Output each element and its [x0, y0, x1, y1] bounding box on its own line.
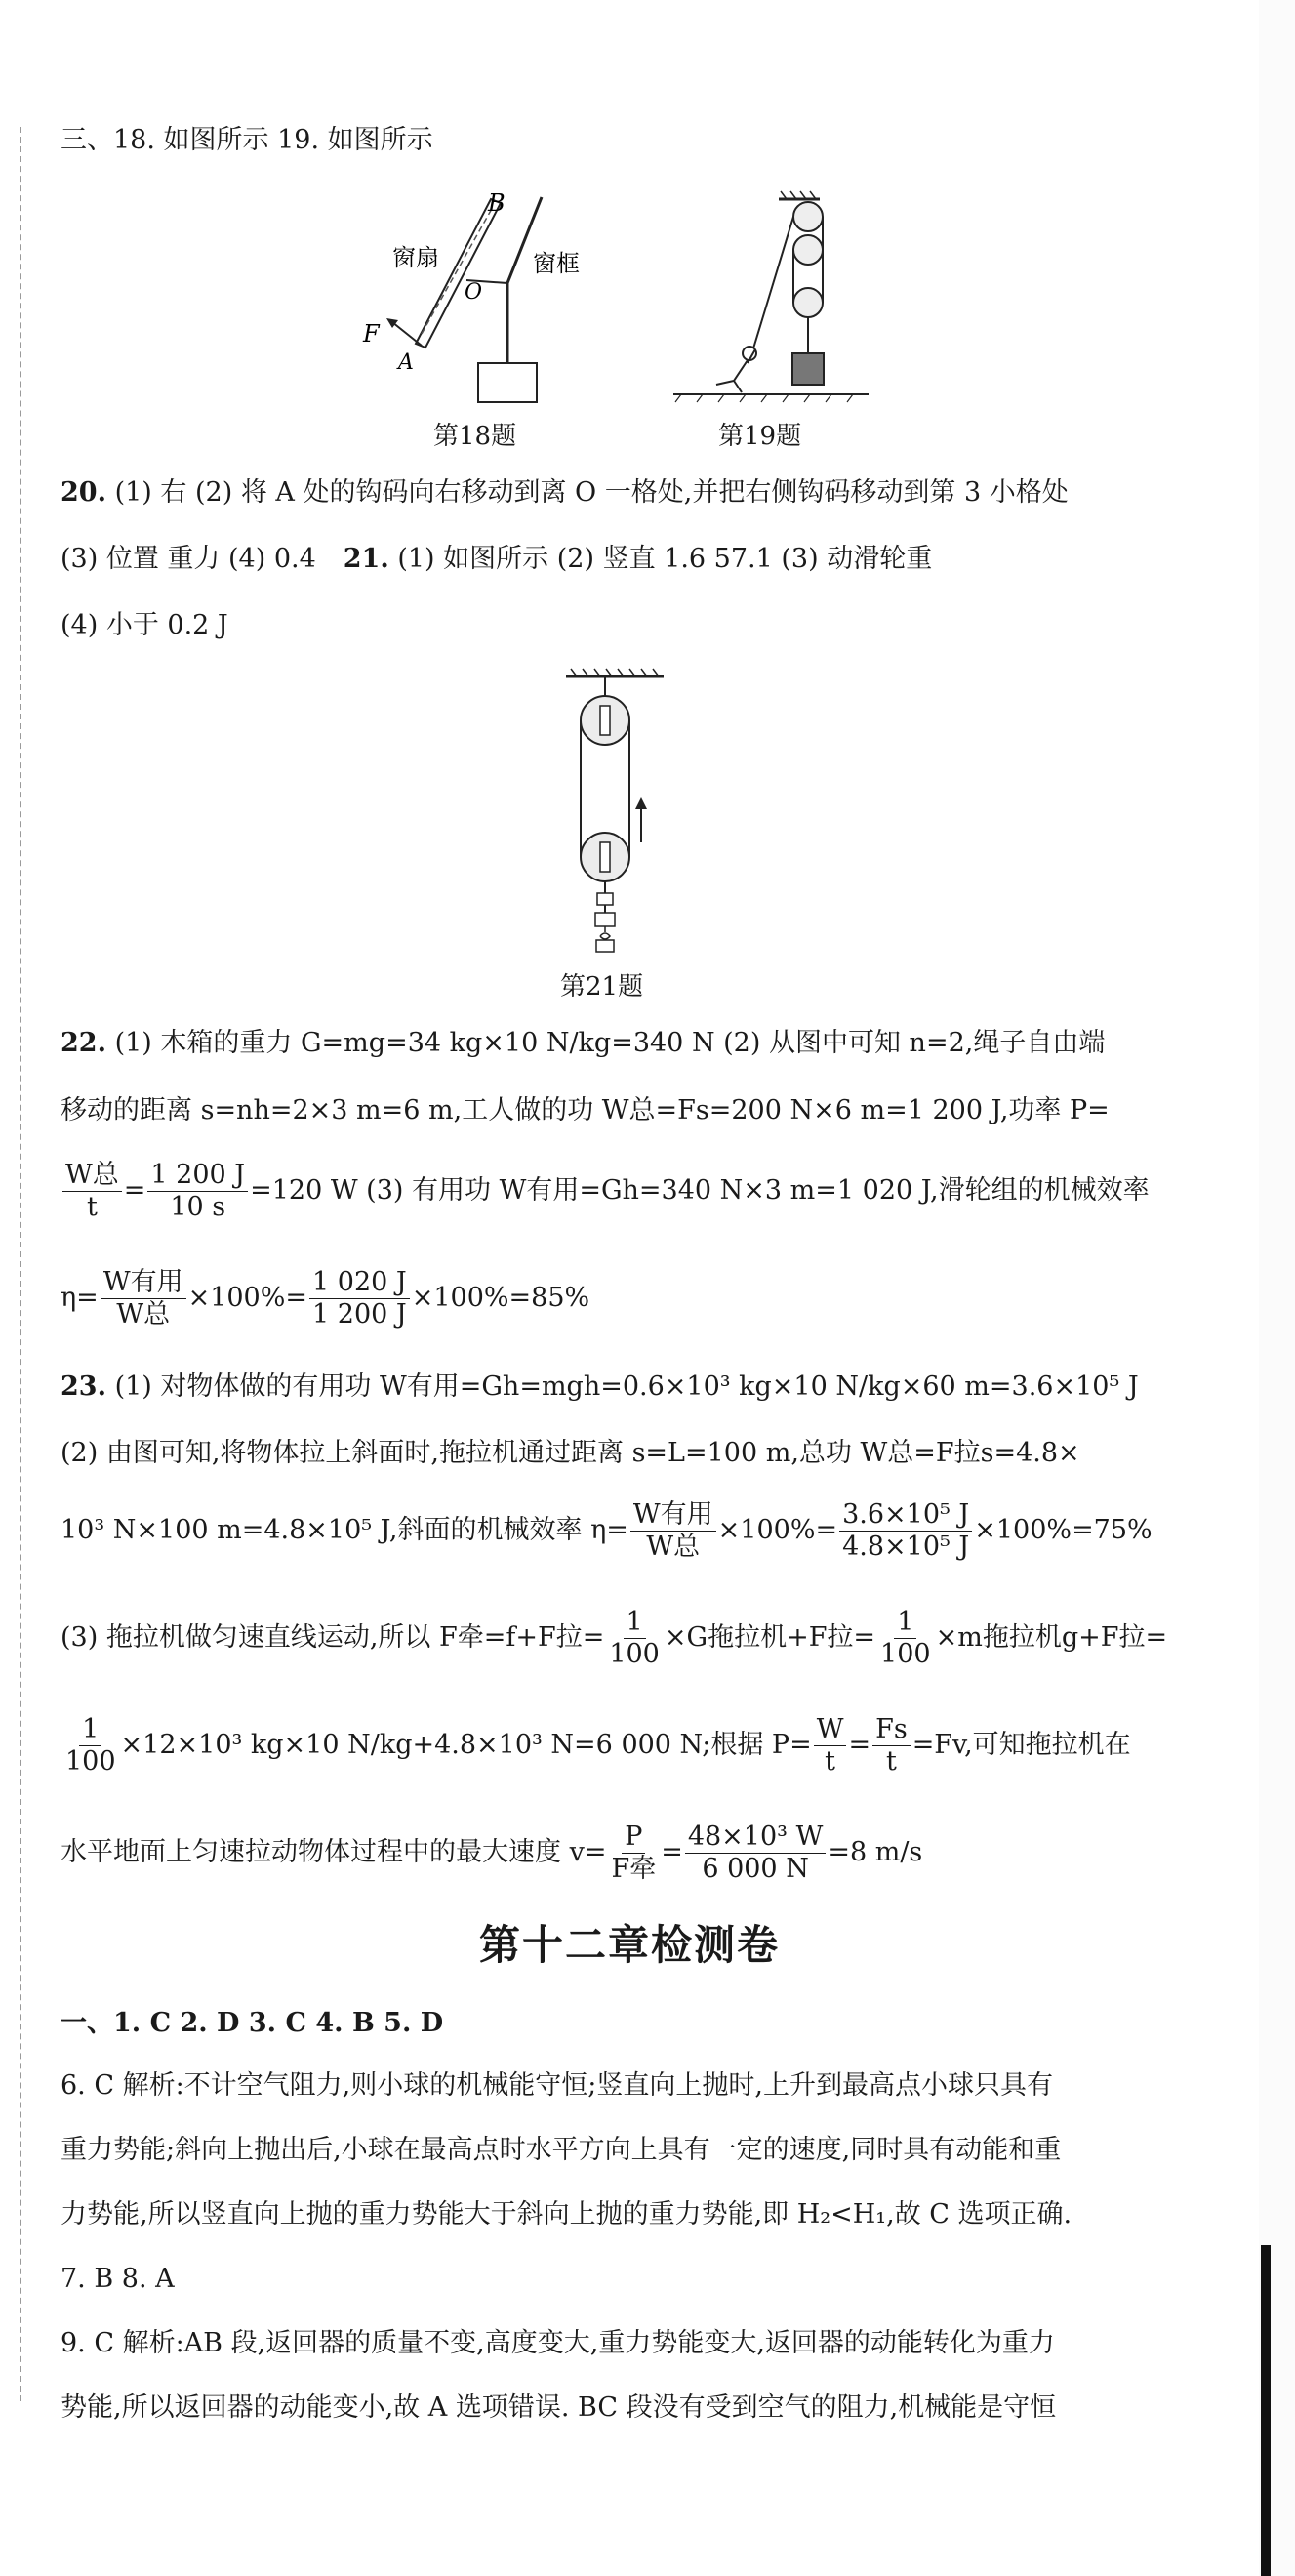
fig18-label-F: F — [363, 320, 380, 348]
q20-line2 — [61, 543, 932, 576]
q23-frac-eta: $\frac{\text{W有用}}{\text{W总}}$ — [630, 1499, 716, 1563]
part1-line1: 一、1. C 2. D 3. C 4. B 5. D — [61, 2008, 444, 2038]
fig18-sash — [416, 199, 501, 348]
fig19-top-pulley — [793, 202, 823, 231]
q23-line3: 10³ N×100 m=4.8×10⁵ J,斜面的机械效率 η= $\frac{\text{W有用}}{\text{W总}}$ ×100%= $\frac{\text{3.6×10⁵ J}}{\text{4.8×10⁵ J}}$ ×100%=75% — [61, 1499, 1153, 1562]
q22-frac-eta-values: $\frac{1 020 J}{1 200 J}$ — [309, 1267, 410, 1330]
q22-text1: (1) 木箱的重力 G=mg=34 kg×10 N/kg=340 N (2) 从图中可知 n=2,绳子自由端 — [114, 1028, 1106, 1058]
figure-18-window — [351, 187, 595, 441]
q21-line3: (4) 小于 0.2 J — [61, 610, 228, 640]
q7-8-line: 7. B 8. A — [61, 2264, 175, 2294]
figure-21-caption: 第21题 — [560, 972, 644, 1002]
fig18-label-sash: 窗扇 — [392, 244, 439, 271]
q23-frac-v-values: $\frac{\text{48×10³ W}}{6 000 N}$ — [685, 1821, 827, 1885]
fig21-weight-2 — [596, 940, 614, 952]
q20-text2a: (3) 位置 重力 (4) 0.4 — [61, 544, 316, 574]
q22-line3: $\frac{\text{W总}}{t}$ = $\frac{1 200 J}{10 s}$ =120 W (3) 有用功 W有用=Gh=340 N×3 m=1 020 J,滑轮组的机械效率 — [61, 1160, 1150, 1223]
chapter-title: 第十二章检测卷 — [478, 1921, 780, 1969]
fig18-base-block — [478, 363, 537, 402]
section3-header: 三、18. 如图所示 19. 如图所示 — [61, 125, 433, 155]
q6-line2: 重力势能;斜向上抛出后,小球在最高点时水平方向上具有一定的速度,同时具有动能和重 — [61, 2135, 1062, 2165]
q20-line1 — [61, 476, 1069, 510]
q22-frac-power: $\frac{\text{W总}}{t}$ — [62, 1160, 122, 1223]
q23-frac-1-100-a: $\frac{1}{100}$ — [609, 1607, 660, 1669]
q20-text1: (1) 右 (2) 将 A 处的钩码向右移动到离 O 一格处,并把右侧钩码移动到第 3 小格处 — [114, 477, 1069, 508]
scan-edge-bar — [1261, 2245, 1271, 2576]
q23-frac-w-t: $\frac{W}{t}$ — [814, 1714, 847, 1778]
q23-line1 — [61, 1370, 1139, 1404]
q23-line4: (3) 拖拉机做匀速直线运动,所以 F牵=f+F拉= $\frac{1}{100}$ ×G拖拉机+F拉= $\frac{1}{100}$ ×m拖拉机g+F拉= — [61, 1607, 1168, 1669]
margin-dashed-line — [20, 127, 21, 2401]
fig21-hook-block — [597, 893, 613, 905]
q22-num: 22. — [61, 1028, 106, 1058]
fig19-rope-1 — [753, 217, 793, 348]
figure-18-caption: 第18题 — [433, 422, 517, 451]
q21-text: (1) 如图所示 (2) 竖直 1.6 57.1 (3) 动滑轮重 — [397, 544, 933, 574]
q9-line1: 9. C 解析:AB 段,返回器的质量不变,高度变大,重力势能变大,返回器的动能转化为重力 — [61, 2328, 1055, 2358]
q20-num: 20. — [61, 477, 106, 508]
q22-line2: 移动的距离 s=nh=2×3 m=6 m,工人做的功 W总=Fs=200 N×6 m=1 200 J,功率 P= — [61, 1095, 1110, 1125]
fig18-label-A: A — [398, 350, 414, 375]
q23-num: 23. — [61, 1371, 106, 1402]
fig18-label-frame: 窗框 — [533, 250, 580, 277]
q23-frac-1-100-b: $\frac{1}{100}$ — [880, 1607, 931, 1669]
fig18-label-O: O — [465, 280, 483, 305]
figure-21-pulley — [561, 667, 668, 960]
q22-line1 — [61, 1027, 1105, 1060]
fig19-load — [792, 353, 824, 385]
fig21-arrowhead — [635, 797, 647, 809]
q22-frac-values: $\frac{1 200 J}{10 s}$ — [147, 1160, 248, 1223]
q23-line6: 水平地面上匀速拉动物体过程中的最大速度 v= $\frac{P}{\text{F牵}}$ = $\frac{\text{48×10³ W}}{6 000 N}$ =8 m/s — [61, 1821, 923, 1884]
q23-frac-fs-t: $\frac{Fs}{t}$ — [872, 1714, 911, 1778]
q23-frac-1-100-c: $\frac{1}{100}$ — [65, 1714, 116, 1777]
q23-text1: (1) 对物体做的有用功 W有用=Gh=mgh=0.6×10³ kg×10 N/kg×60 m=3.6×10⁵ J — [114, 1371, 1139, 1402]
figure-19-pulley — [673, 187, 869, 412]
figure-19-caption: 第19题 — [718, 422, 802, 451]
q6-line3: 力势能,所以竖直向上抛的重力势能大于斜向上抛的重力势能,即 H₂<H₁,故 C 选项正确. — [61, 2199, 1072, 2229]
fig18-label-B: B — [488, 189, 506, 217]
q22-frac-eta: $\frac{\text{W有用}}{\text{W总}}$ — [101, 1267, 186, 1330]
q21-num: 21. — [343, 544, 389, 574]
fig21-weight — [595, 913, 615, 926]
fig19-mid-pulley — [793, 235, 823, 265]
q23-frac-p-f: $\frac{P}{\text{F牵}}$ — [611, 1821, 657, 1884]
fig19-bottom-pulley — [793, 288, 823, 317]
q23-line5: $\frac{1}{100}$ ×12×10³ kg×10 N/kg+4.8×10³ N=6 000 N;根据 P= $\frac{W}{t}$ = $\frac{Fs}{t}$ =Fv,可知拖拉机在 — [61, 1714, 1131, 1778]
q22-line4: η= $\frac{\text{W有用}}{\text{W总}}$ ×100%= $\frac{1 020 J}{1 200 J}$ ×100%=85% — [61, 1267, 590, 1329]
fig18-force-F — [392, 322, 422, 346]
q22-text3: =120 W (3) 有用功 W有用=Gh=340 N×3 m=1 020 J,滑轮组的机械效率 — [250, 1175, 1150, 1206]
q6-line1: 6. C 解析:不计空气阻力,则小球的机械能守恒;竖直向上抛时,上升到最高点小球只具有 — [61, 2070, 1053, 2101]
q23-frac-eta-values: $\frac{\text{3.6×10⁵ J}}{\text{4.8×10⁵ J}}$ — [839, 1499, 972, 1563]
q9-line2: 势能,所以返回器的动能变小,故 A 选项错误. BC 段没有受到空气的阻力,机械能是守恒 — [61, 2392, 1057, 2423]
q23-line2: (2) 由图可知,将物体拉上斜面时,拖拉机通过距离 s=L=100 m,总功 W总=F拉s=4.8× — [61, 1438, 1080, 1468]
